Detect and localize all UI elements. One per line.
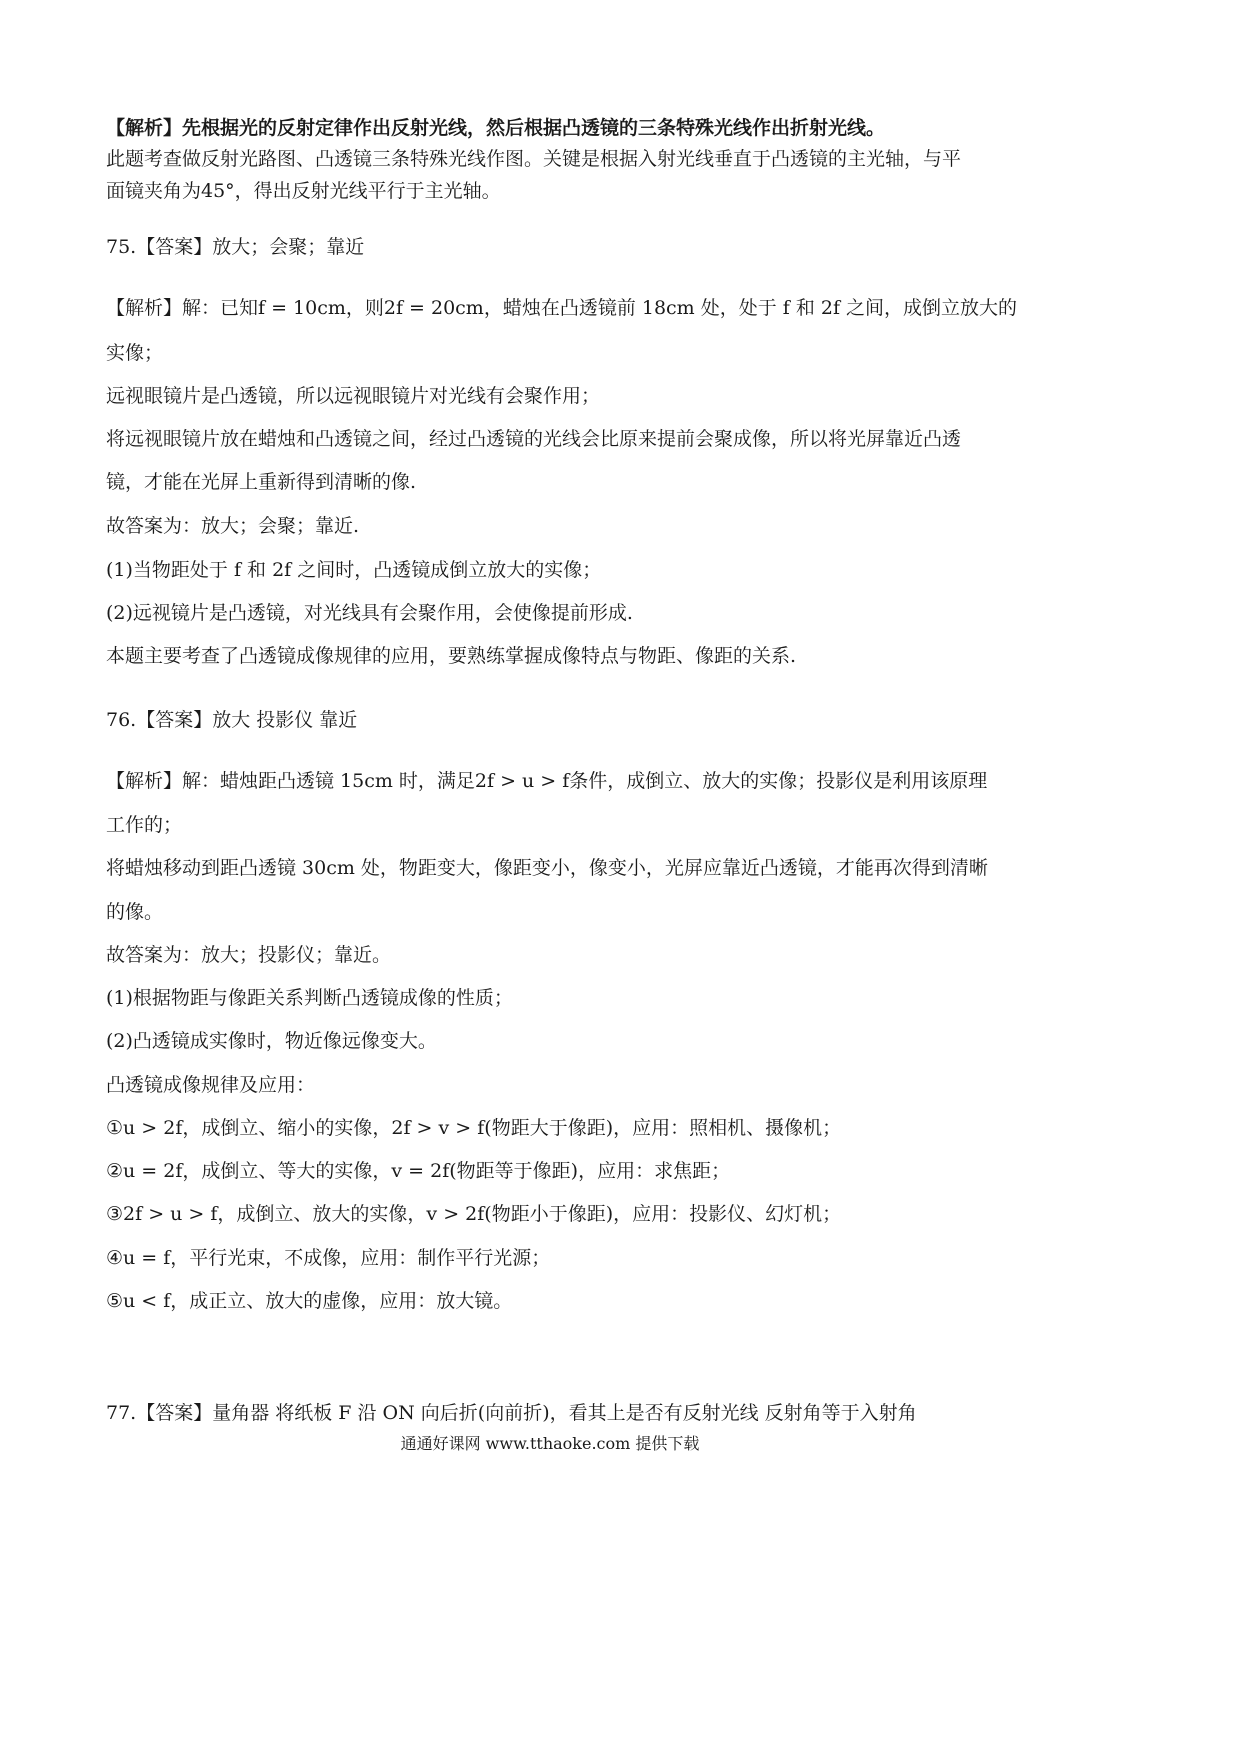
analysis-76-line5: 故答案为：放大；投影仪；靠近。 <box>106 944 392 966</box>
rule-case-5: ⑤u < f，成正立、放大的虚像，应用：放大镜。 <box>106 1290 513 1312</box>
analysis-75-line7: (1)当物距处于 f 和 2f 之间时，凸透镜成倒立放大的实像； <box>106 559 602 581</box>
analysis-75-line3: 远视眼镜片是凸透镜，所以远视眼镜片对光线有会聚作用； <box>106 385 601 407</box>
answer-75: 75.【答案】放大；会聚；靠近 <box>106 236 365 258</box>
analysis-75-line8: (2)远视镜片是凸透镜，对光线具有会聚作用，会使像提前形成. <box>106 602 633 624</box>
analysis-76-line4: 的像。 <box>106 901 164 923</box>
analysis-76-line8: 凸透镜成像规律及应用： <box>106 1074 316 1096</box>
analysis-75-line9: 本题主要考查了凸透镜成像规律的应用，要熟练掌握成像特点与物距、像距的关系. <box>106 645 797 667</box>
analysis-76-line2: 工作的； <box>106 814 183 836</box>
analysis-74-line3: 面镜夹角为45°，得出反射光线平行于主光轴。 <box>106 180 501 202</box>
answer-77: 77.【答案】量角器 将纸板 F 沿 ON 向后折(向前折)，看其上是否有反射光线 反射角等于入射角 <box>106 1402 917 1424</box>
analysis-75-line5: 镜，才能在光屏上重新得到清晰的像. <box>106 471 417 493</box>
rule-case-4: ④u = f，平行光束，不成像，应用：制作平行光源； <box>106 1247 551 1269</box>
analysis-76-line7: (2)凸透镜成实像时，物近像远像变大。 <box>106 1030 437 1052</box>
analysis-74-line2: 此题考查做反射光路图、凸透镜三条特殊光线作图。关键是根据入射光线垂直于凸透镜的主光轴，与平 <box>106 148 962 170</box>
page-footer: 通通好课网 www.tthaoke.com 提供下载 <box>400 1434 700 1453</box>
answer-76: 76.【答案】放大 投影仪 靠近 <box>106 709 358 731</box>
analysis-75-line1: 【解析】解：已知f = 10cm，则2f = 20cm，蜡烛在凸透镜前 18cm 处，处于 f 和 2f 之间，成倒立放大的 <box>106 297 1018 319</box>
analysis-76-line1: 【解析】解：蜡烛距凸透镜 15cm 时，满足2f > u > f条件，成倒立、放大的实像；投影仪是利用该原理 <box>106 770 988 792</box>
analysis-75-line2: 实像； <box>106 342 164 364</box>
analysis-76-line3: 将蜡烛移动到距凸透镜 30cm 处，物距变大，像距变小，像变小，光屏应靠近凸透镜，才能再次得到清晰 <box>106 857 988 879</box>
rule-case-2: ②u = 2f，成倒立、等大的实像，v = 2f(物距等于像距)，应用：求焦距； <box>106 1160 731 1182</box>
rule-case-1: ①u > 2f，成倒立、缩小的实像，2f > v > f(物距大于像距)，应用：照相机、摄像机； <box>106 1117 842 1139</box>
analysis-74-line1: 【解析】先根据光的反射定律作出反射光线，然后根据凸透镜的三条特殊光线作出折射光线。 <box>106 117 886 139</box>
analysis-75-line4: 将远视眼镜片放在蜡烛和凸透镜之间，经过凸透镜的光线会比原来提前会聚成像，所以将光屏靠近凸透 <box>106 428 962 450</box>
analysis-76-line6: (1)根据物距与像距关系判断凸透镜成像的性质； <box>106 987 513 1009</box>
analysis-75-line6: 故答案为：放大；会聚；靠近. <box>106 515 360 537</box>
rule-case-3: ③2f > u > f，成倒立、放大的实像，v > 2f(物距小于像距)，应用：投影仪、幻灯机； <box>106 1203 842 1225</box>
